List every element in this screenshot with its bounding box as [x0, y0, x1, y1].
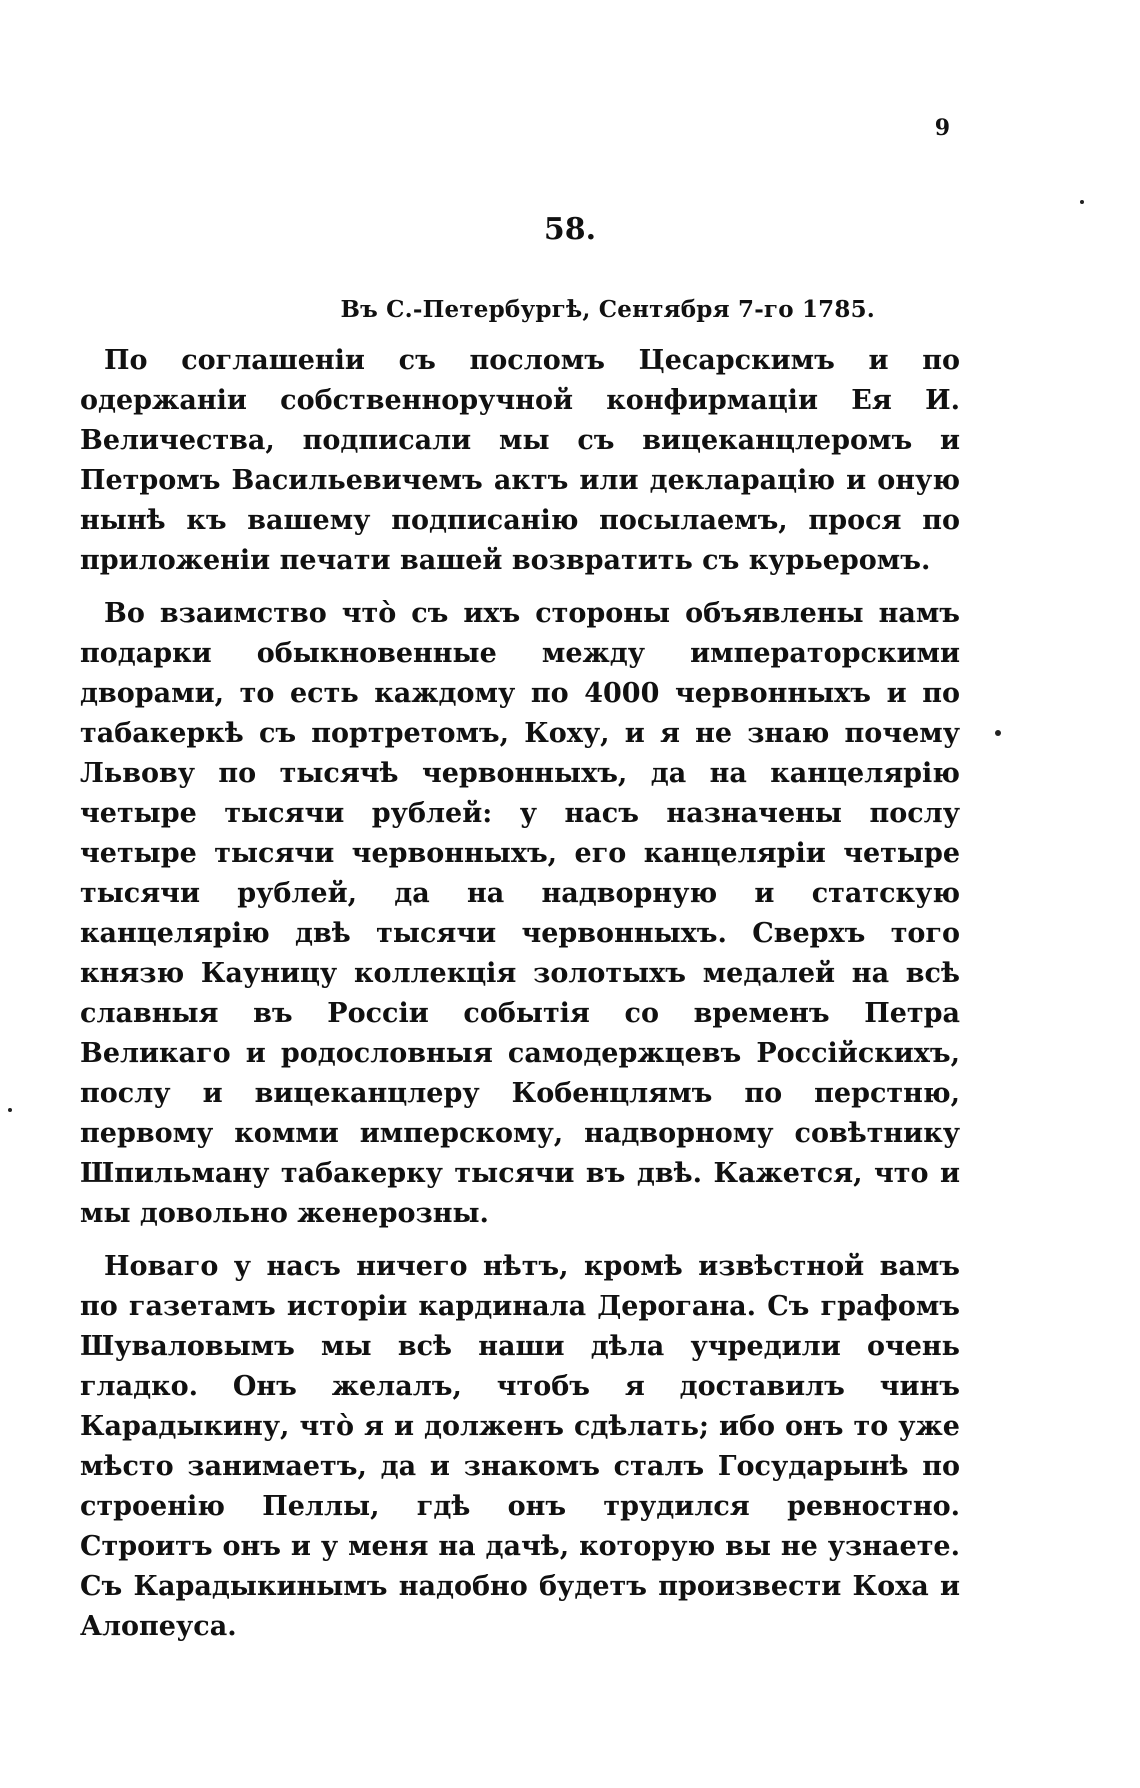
page-number: 9 [934, 115, 950, 141]
paragraph-2: Во взаимство что̀ съ ихъ стороны объявлены намъ подарки обыкновенные между императорскими дворами, то есть каждому по 4000 червонныхъ и по табакеркѣ съ портретомъ, Коху, и я не знаю почему Львову по тысячѣ червонныхъ, да на канцелярію четыре тысячи рублей: у насъ назначены послу четыре тысячи червонныхъ, его канцеляріи четыре тысячи рублей, да на надворную и статскую канцелярію двѣ тысячи червонныхъ. Сверхъ того князю Кауницу коллекція золотыхъ медалей на всѣ славныя въ Россіи событія со временъ Петра Великаго и родословныя самодержцевъ Россійскихъ, послу и вицеканцлеру Кобенцлямъ по перстню, первому комми имперскому, надворному совѣтнику Шпильману табакерку тысячи въ двѣ. Кажется, что и мы довольно женерозны. [80, 598, 960, 1229]
dateline: Въ С.-Петербургѣ, Сентября 7-го 1785. [340, 296, 875, 323]
margin-speck-right [995, 730, 1001, 736]
letter-number: 58. [543, 212, 597, 247]
paragraph-1: По соглашеніи съ посломъ Цесарскимъ и по одержаніи собственноручной конфирмаціи Ея И. Величества, подписали мы съ вицеканцлеромъ и Петромъ Васильевичемъ актъ или декларацію и оную нынѣ къ вашему подписанію посылаемъ, прося по приложеніи печати вашей возвратить съ курьеромъ. [80, 345, 960, 576]
paragraph-3: Новаго у насъ ничего нѣтъ, кромѣ извѣстной вамъ по газетамъ исторіи кардинала Дерогана. Съ графомъ Шуваловымъ мы всѣ наши дѣла учредили очень гладко. Онъ желалъ, чтобъ я доставилъ чинъ Карадыкину, что̀ я и долженъ сдѣлать; ибо онъ то уже мѣсто занимаетъ, да и знакомъ сталъ Государынѣ по строенію Пеллы, гдѣ онъ трудился ревностно. Строитъ онъ и у меня на дачѣ, которую вы не узнаете. Съ Карадыкинымъ надобно будетъ произвести Коха и Алопеуса. [80, 1251, 960, 1642]
margin-speck-left [8, 1108, 12, 1112]
letter-body [80, 341, 960, 1660]
margin-speck-top [1080, 200, 1084, 204]
